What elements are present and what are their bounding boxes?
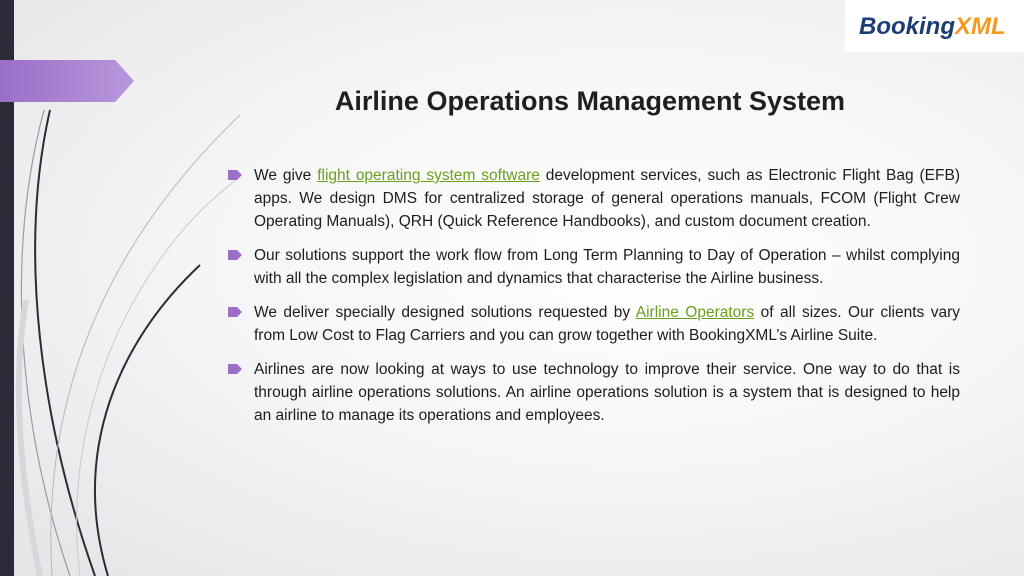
bullet-item [228,301,960,347]
bullet-text: development services, such as Electronic Flight Bag (EFB) apps. We design DMS for centralized storage of general operations manuals, FCOM (Flight Crew Operating Manuals), QRH (Quick Reference Handbooks), and custom document creation. [254,167,960,230]
link-airline-operators[interactable]: Airline Operators [635,304,755,321]
bullet-list [228,164,960,438]
bullet-text: Our solutions support the work flow from Long Term Planning to Day of Operation – whilst complying with all the complex legislation and dynamics that characterise the Airline business. [254,247,960,287]
page-title: Airline Operations Management System [334,86,846,116]
link-flight-operating-system-software[interactable]: flight operating system software [317,167,540,184]
bullet-text: of all sizes. Our clients vary from Low Cost to Flag Carriers and you can grow together with BookingXML’s Airline Suite. [254,304,961,344]
bullet-item [228,244,960,290]
bullet-text: We deliver specially designed solutions requested by [254,304,636,321]
bullet-text: Airlines are now looking at ways to use technology to improve their service. One way to do that is through airline operations solutions. An airline operations solution is a system that is designed to help an airline to manage its operations and employees. [254,361,960,424]
decorative-curve [51,115,240,576]
arrow-right-icon [228,250,242,260]
logo-part-booking: Booking [858,13,955,40]
decorative-curves [0,0,260,576]
svg-text:BookingXML [859,13,1006,40]
arrow-right-icon [228,364,242,374]
bullet-item [228,358,960,427]
decorative-curve [77,180,236,576]
logo-part-xml: XML [954,13,1006,40]
arrow-right-icon [228,170,242,180]
decorative-curve [35,110,95,576]
arrow-right-icon [228,307,242,317]
bullet-text: We give [254,167,318,184]
bullet-item [228,164,960,233]
decorative-curve [19,300,40,576]
bookingxml-logo[interactable] [845,0,1024,52]
decorative-curve [95,265,200,576]
